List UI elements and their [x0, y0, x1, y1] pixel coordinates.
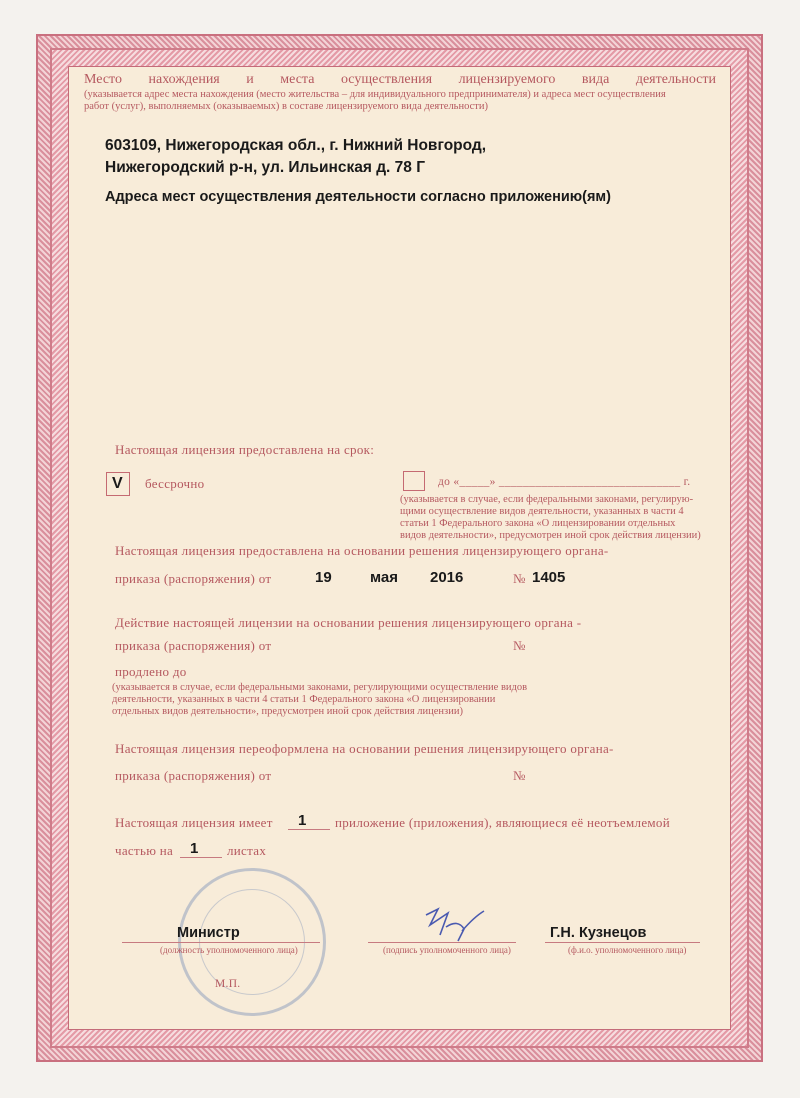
basis-label: Настоящая лицензия предоставлена на основании решения лицензирующего органа-: [115, 543, 609, 558]
basis-order: приказа (распоряжения) от: [115, 571, 272, 586]
address-line: 603109, Нижегородская обл., г. Нижний Новгород,: [105, 137, 487, 154]
extension-label: Действие настоящей лицензии на основании решения лицензирующего органа -: [115, 615, 582, 630]
unlimited-label: бессрочно: [145, 476, 205, 491]
appendix-post: приложение (приложения), являющиеся её неотъемлемой: [335, 815, 670, 830]
activity-addresses: Адреса мест осуществления деятельности согласно приложению(ям): [105, 189, 611, 205]
until-checkbox[interactable]: [403, 471, 425, 491]
appendix-pre: Настоящая лицензия имеет: [115, 815, 273, 830]
name-caption: (ф.и.о. уполномоченного лица): [568, 945, 687, 955]
unlimited-checkbox[interactable]: [106, 472, 130, 496]
signer-position: Министр: [177, 925, 240, 941]
reissue-order: приказа (распоряжения) от: [115, 768, 272, 783]
term-note: видов деятельности», предусмотрен иной срок действия лицензии): [400, 530, 701, 541]
header-title: Место нахождения и места осуществления лицензируемого вида деятельности: [84, 72, 716, 87]
extension-order: приказа (распоряжения) от: [115, 638, 272, 653]
extended-until: продлено до: [115, 664, 187, 679]
sheets-count: 1: [190, 840, 199, 857]
header-note: (указывается адрес места нахождения (место жительства – для индивидуального предпринимателя) и адреса мест осуществления: [84, 89, 666, 100]
extension-note: (указывается в случае, если федеральными законами, регулирующими осуществление видов: [112, 682, 528, 693]
basis-day: 19: [315, 569, 332, 586]
extension-no-label: №: [513, 638, 526, 653]
reissue-label: Настоящая лицензия переоформлена на основании решения лицензирующего органа-: [115, 741, 614, 756]
handwritten-signature: [418, 905, 488, 945]
extension-note: отдельных видов деятельности», предусмотрен иной срок действия лицензии): [112, 706, 463, 717]
appendix-count: 1: [298, 812, 307, 829]
seal-place-label: М.П.: [215, 978, 241, 990]
sheets-pre: частью на: [115, 843, 174, 858]
signer-name: Г.Н. Кузнецов: [550, 925, 647, 941]
until-label: до «_____» ______________________________ г.: [438, 476, 691, 488]
sign-caption: (подпись уполномоченного лица): [383, 945, 511, 955]
extension-note: деятельности, указанных в части 4 статьи 1 Федерального закона «О лицензировании: [112, 694, 496, 705]
basis-no-label: №: [513, 571, 526, 586]
term-note: статьи 1 Федерального закона «О лицензировании отдельных: [400, 518, 676, 529]
basis-year: 2016: [430, 569, 464, 586]
reissue-no-label: №: [513, 768, 526, 783]
term-note: (указывается в случае, если федеральными законами, регулирую-: [400, 494, 694, 505]
sheets-post: листах: [227, 843, 267, 858]
check-mark: V: [112, 475, 123, 492]
term-note: щими осуществление видов деятельности, указанных в части 4: [400, 506, 684, 517]
basis-number: 1405: [532, 569, 566, 586]
term-label: Настоящая лицензия предоставлена на срок:: [115, 442, 375, 457]
basis-month: мая: [370, 569, 398, 586]
address-line: Нижегородский р-н, ул. Ильинская д. 78 Г: [105, 159, 425, 176]
position-caption: (должность уполномоченного лица): [160, 945, 298, 955]
header-note: работ (услуг), выполняемых (оказываемых) в составе лицензируемого вида деятельности): [84, 101, 488, 112]
